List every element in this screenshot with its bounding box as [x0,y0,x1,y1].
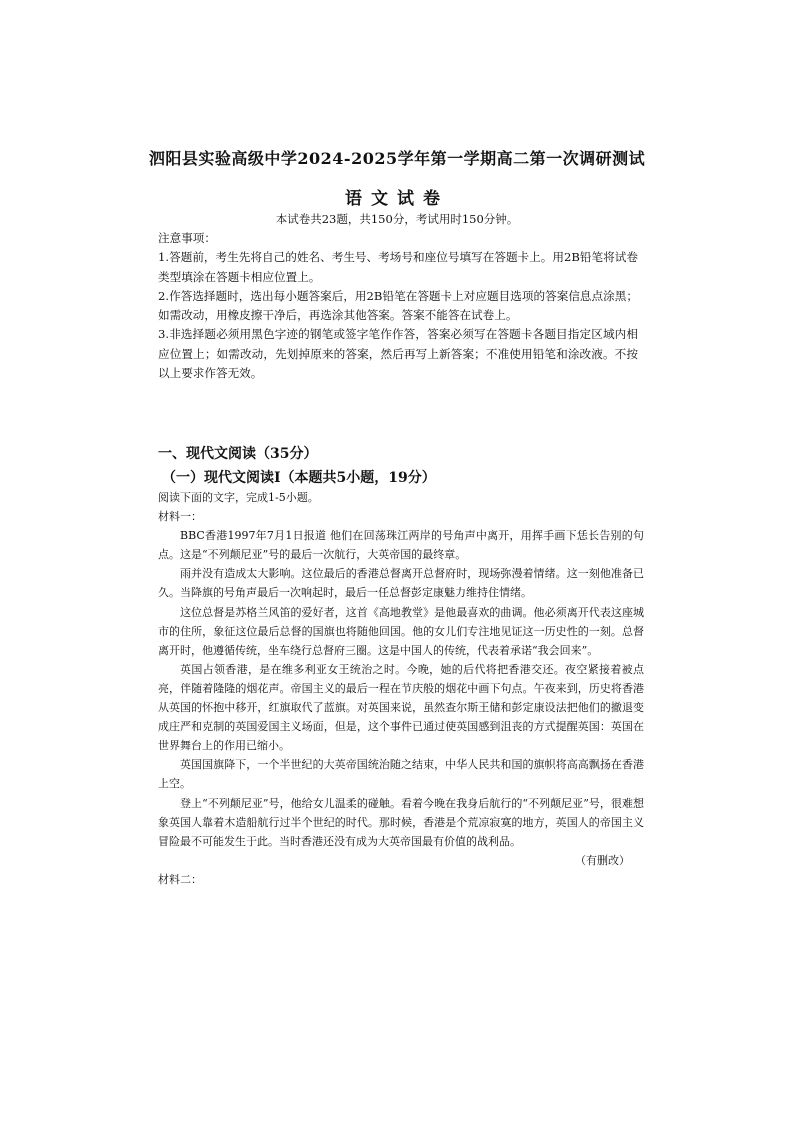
exam-info: 本试卷共23题，共150分，考试用时150分钟。 [275,212,519,226]
source-note: （有删改） [575,853,630,867]
passage-paragraph-6: 登上“不列颠尼亚”号，他给女儿温柔的碰触。看着今晚在我身后航行的“不列颠尼亚”号，很难想象英国人靠着木造船航行过半个世纪的时代。那时候，香港是个荒凉寂寞的地方，英国人的帝国主义冒险最不可能发生于此。当时香港还没有成为大英帝国最有价值的战利品。 [158,796,644,848]
paper-title: 语文试卷 [345,189,449,209]
reading-passage [158,488,644,889]
passage-paragraph-4: 英国占领香港，是在维多利亚女王统治之时。今晚，她的后代将把香港交还。夜空紧接着被点亮，伴随着隆隆的烟花声。帝国主义的最后一程在节庆般的烟花中画下句点。午夜来到，历史将香港从英国的怀抱中移开，红旗取代了蓝旗。对英国来说，虽然查尔斯王储和彭定康设法把他们的撤退变成庄严和克制的英国爱国主义场面，但是，这个事件已通过使英国感到沮丧的方式提醒英国：英国在世界舞台上的作用已缩小。 [158,662,644,753]
note-item-2: 2.作答选择题时，选出每小题答案后，用2B铅笔在答题卡上对应题目选项的答案信息点涂黑；如需改动，用橡皮擦干净后，再选涂其他答案。答案不能答在试卷上。 [158,288,638,323]
passage-paragraph-5: 英国国旗降下，一个半世纪的大英帝国统治随之结束，中华人民共和国的旗帜将高高飘扬在香港上空。 [158,758,644,791]
school-title: 泗阳县实验高级中学2024-2025学年第一学期高二第一次调研测试 [148,149,646,168]
passage-paragraph-1: BBC香港1997年7月1日报道 他们在回荡珠江两岸的号角声中离开，用挥手画下恁长告别的句点。这是“不列颠尼亚”号的最后一次航行，大英帝国的最终章。 [158,529,644,562]
notes-block [158,229,638,383]
subsection-heading: （一）现代文阅读Ⅰ（本题共5小题，19分） [162,470,436,486]
material2-label: 材料二： [158,872,202,886]
material1-label: 材料一： [158,510,202,524]
reading-instruction: 阅读下面的文字，完成1-5小题。 [158,491,319,504]
passage-paragraph-2: 雨并没有造成太大影响。这位最后的香港总督离开总督府时，现场弥漫着情绪。这一刻他准备已久。当降旗的号角声最后一次响起时，最后一任总督彭定康魅力维持住情绪。 [158,567,644,600]
section-heading: 一、现代文阅读（35分） [158,446,318,462]
passage-paragraph-3: 这位总督是苏格兰风笛的爱好者，这首《高地教堂》是他最喜欢的曲调。他必须离开代表这座城市的住所，象征这位最后总督的国旗也将随他回国。他的女儿们专注地见证这一历史性的一刻。总督离开时，他遵循传统，坐车绕行总督府三圈。这是中国人的传统，代表着承诺“我会回来”。 [158,605,644,657]
note-item-1: 1.答题前，考生先将自己的姓名、考生号、考场号和座位号填写在答题卡上。用2B铅笔将试卷类型填涂在答题卡相应位置上。 [158,250,638,284]
note-item-3: 3.非选择题必须用黑色字迹的钢笔或签字笔作作答，答案必须写在答题卡各题目指定区域内相应位置上；如需改动，先划掉原来的答案，然后再写上新答案；不准使用铅笔和涂改液。不按以上要求作答无效。 [158,327,638,381]
notes-heading: 注意事项： [158,231,216,245]
